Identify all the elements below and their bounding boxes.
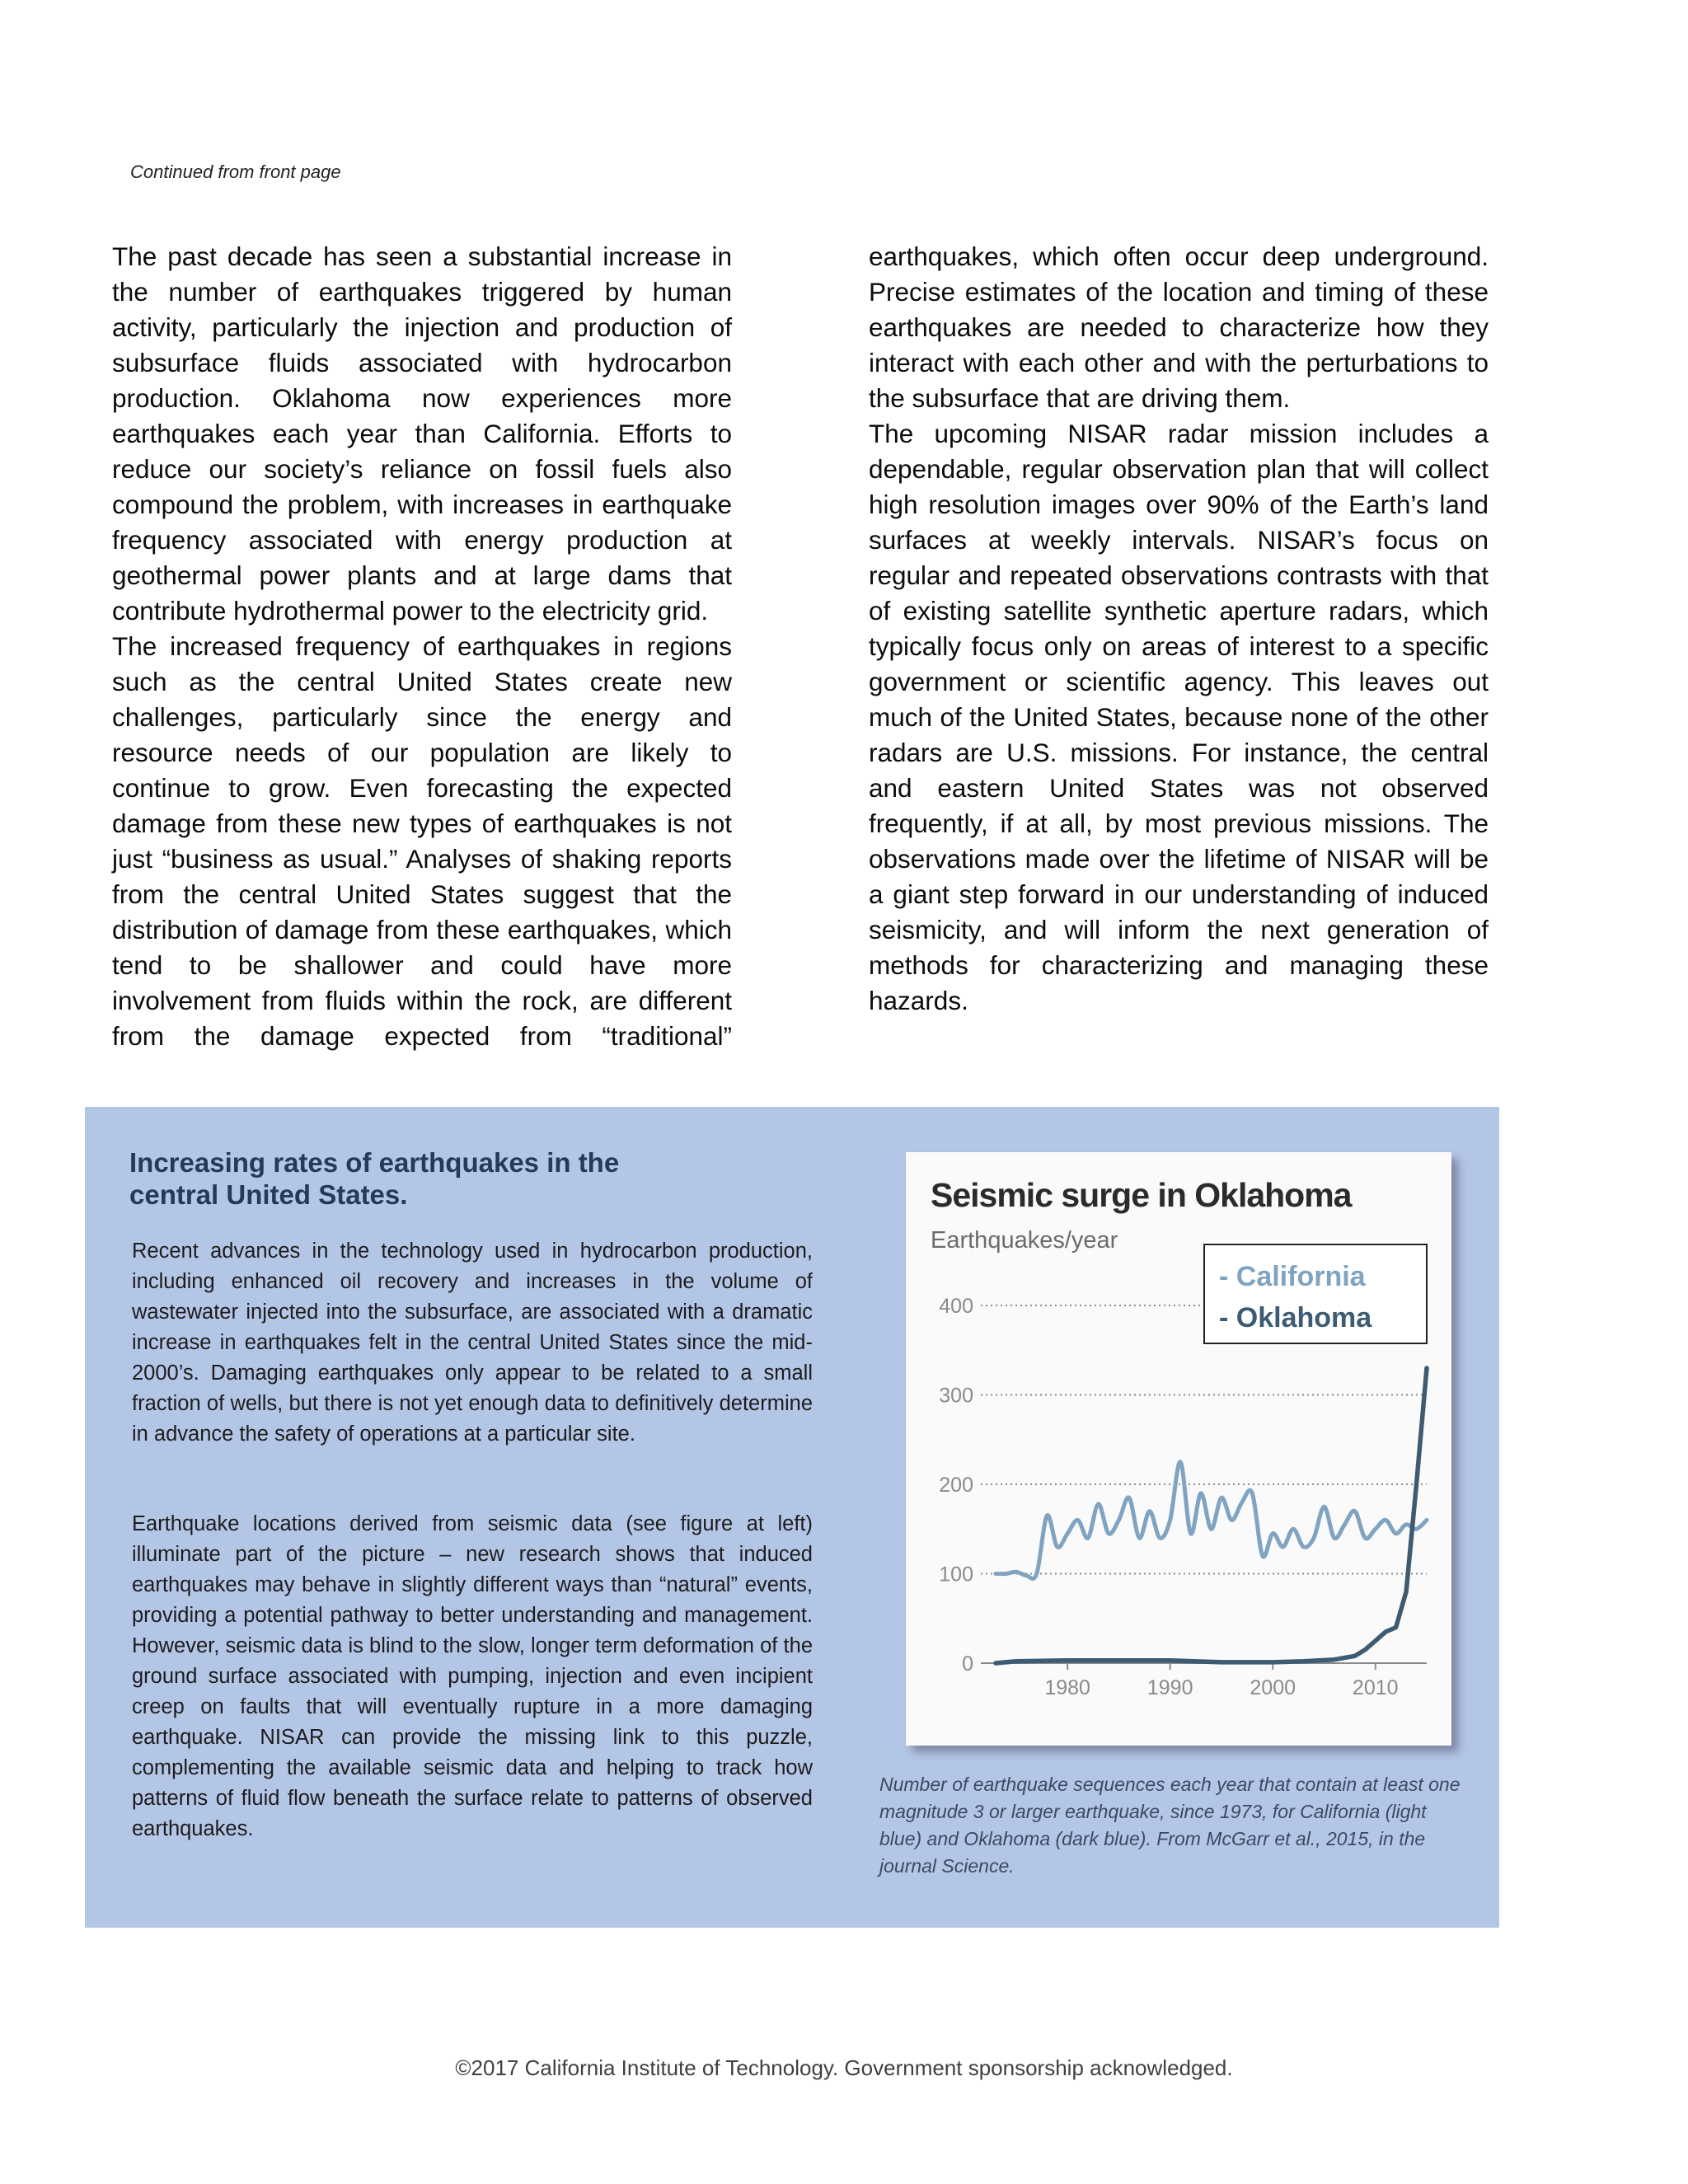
x-tick-label: 2000 [1250, 1676, 1296, 1699]
sidebar-paragraph [132, 1509, 813, 1844]
sidebar-paragraph [132, 1236, 813, 1450]
y-tick-label: 400 [939, 1295, 973, 1318]
article-column-left [112, 239, 732, 1054]
y-axis-label: Earthquakes/year [931, 1227, 1118, 1254]
y-tick-label: 100 [939, 1563, 973, 1586]
article-paragraph: The past decade has seen a substantial increase in the number of earthquakes triggered by human activity, particularly the injection and production of subsurface fluids associated with hydrocarbon production. Oklahoma now experiences more earthquakes each year than California. Efforts to reduce our society’s reliance on fossil fuels also compound the problem, with increases in earthquake frequency associated with energy production at geothermal power plants and at large dams that contribute hydrothermal power to the electricity grid. [112, 241, 732, 626]
continued-note: Continued from front page [130, 162, 341, 182]
y-tick-label: 300 [939, 1384, 973, 1408]
x-tick-label: 2010 [1352, 1676, 1399, 1699]
sidebar-box [85, 1107, 1499, 1928]
y-tick-label: 200 [939, 1474, 973, 1497]
sidebar-paragraph-text: Recent advances in the technology used in hydrocarbon production, including enhanced oil recovery and increases in the volume of wastewater injected into the subsurface, are associated with a dramatic increase in earthquakes felt in the central United States since the mid-2000’s. Damaging earthquakes only appear to be related to a small fraction of wells, but there is not yet enough data to definitively determine in advance the safety of operations at a particular site. [132, 1240, 813, 1446]
x-tick-label: 1980 [1044, 1676, 1090, 1699]
article-column-right [869, 239, 1489, 1019]
article-paragraph: The increased frequency of earthquakes in regions such as the central United States create new challenges, particularly since the energy and resource needs of our population are likely to continue to grow. Even forecasting the expected damage from these new types of earthquakes is not just “business as usual.” Analyses of shaking reports from the central United States suggest that the distribution of damage from these earthquakes, which tend to be shallower and could have more involvement from fluids within the rock, are different from the damage expected from “traditional” [112, 631, 732, 1051]
sidebar-title: Increasing rates of earthquakes in the central United States. [129, 1147, 620, 1210]
chart-title: Seismic surge in Oklahoma [931, 1176, 1352, 1214]
legend-entry-california: - California [1219, 1261, 1366, 1292]
line-chart [906, 1152, 1451, 1746]
figure-caption: Number of earthquake sequences each year that contain at least one magnitude 3 or larger earthquake, since 1973, for California (light blue) and Oklahoma (dark blue). From McGarr et al., 2015, in the journal Science. [879, 1774, 1461, 1877]
y-tick-label: 0 [962, 1652, 973, 1675]
series-line-california [996, 1462, 1427, 1579]
x-tick-label: 1990 [1146, 1676, 1193, 1699]
series-line-oklahoma [996, 1368, 1427, 1663]
chart-card [906, 1152, 1451, 1746]
article-paragraph: The upcoming NISAR radar mission includes a dependable, regular observation plan that will collect high resolution images over 90% of the Earth’s land surfaces at weekly intervals. NISAR’s focus on regular and repeated observations contrasts with that of existing satellite synthetic aperture radars, which typically focus only on areas of interest to a specific government or scientific agency. This leaves out much of the United States, because none of the other radars are U.S. missions. For instance, the central and eastern United States was not observed frequently, if at all, by most previous missions. The observations made over the lifetime of NISAR will be a giant step forward in our understanding of induced seismicity, and will inform the next generation of methods for characterizing and managing these hazards. [869, 419, 1489, 1015]
legend-entry-oklahoma: - Oklahoma [1219, 1302, 1372, 1333]
article-paragraph: earthquakes, which often occur deep underground. Precise estimates of the location and timing of these earthquakes are needed to characterize how they interact with each other and with the perturbations to the subsurface that are driving them. [869, 241, 1489, 413]
footer-copyright: ©2017 California Institute of Technology. Government sponsorship acknowledged. [455, 2055, 1233, 2080]
sidebar-paragraph-text: Earthquake locations derived from seismic data (see figure at left) illuminate part of the picture – new research shows that induced earthquakes may behave in slightly different ways than “natural” events, providing a potential pathway to better understanding and management. However, seismic data is blind to the slow, longer term deformation of the ground surface associated with pumping, injection and even incipient creep on faults that will eventually rupture in a more damaging earthquake. NISAR can provide the missing link to this puzzle, complementing the available seismic data and helping to track how patterns of fluid flow beneath the surface relate to patterns of observed earthquakes. [132, 1512, 813, 1840]
